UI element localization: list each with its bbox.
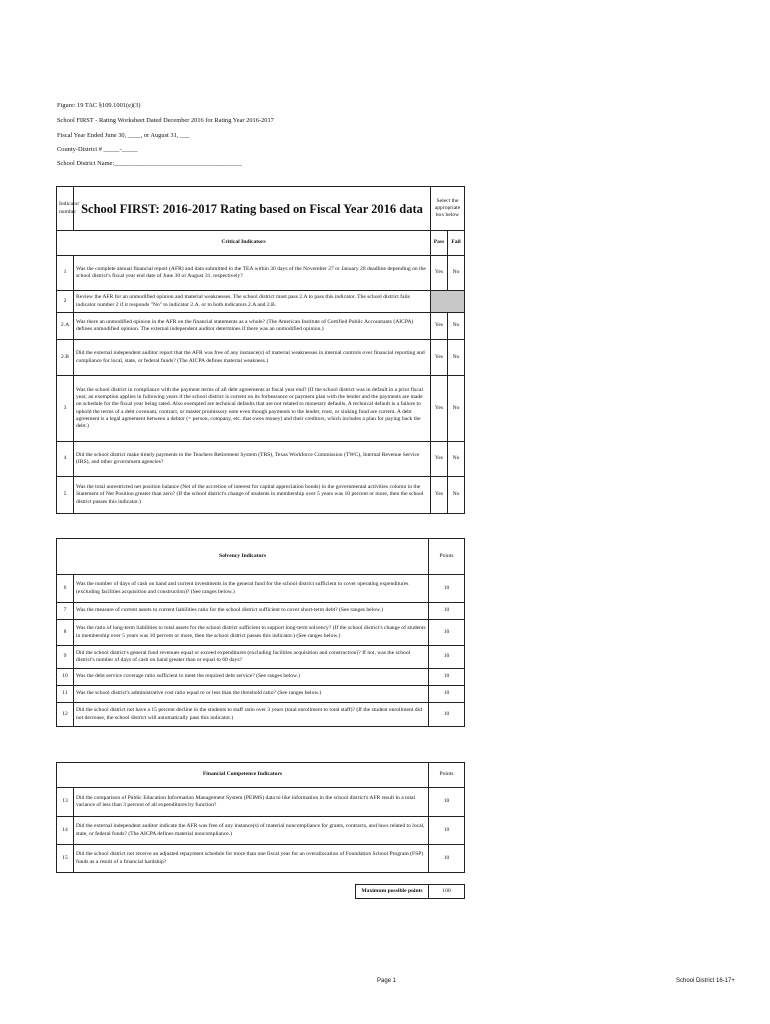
financial-indicator-row — [57, 788, 465, 817]
indicator-points[interactable]: 10 — [429, 817, 465, 845]
critical-indicator-row — [57, 442, 465, 477]
indicator-number: 14 — [57, 817, 74, 845]
solvency-indicator-row — [57, 620, 465, 646]
indicator-points[interactable]: 10 — [429, 646, 465, 669]
fail-header: Fail — [447, 231, 464, 256]
indicator-number: 9 — [57, 646, 74, 669]
figure-reference: Figure: 19 TAC §109.1001(e)(3) — [57, 102, 141, 109]
solvency-indicator-row — [57, 669, 465, 686]
fail-option[interactable]: No — [447, 340, 464, 376]
table-title-row — [57, 187, 465, 231]
financial-competence-table — [56, 762, 465, 873]
pass-header: Pass — [430, 231, 447, 256]
financial-points-header: Points — [429, 763, 465, 788]
pass-option[interactable]: Yes — [430, 376, 447, 442]
indicator-text: Was the school district's administrative cost ratio equal to or less than the threshold ratio? (See ranges below.) — [74, 686, 429, 703]
critical-section-row — [57, 231, 465, 256]
fail-option[interactable]: No — [447, 442, 464, 477]
indicator-number: 6 — [57, 575, 74, 603]
district-footer: School District 16-17+ — [676, 978, 735, 984]
financial-section-label: Financial Competence Indicators — [57, 763, 429, 788]
solvency-section-row — [57, 539, 465, 575]
indicator-text: Did the school district make timely payments to the Teachers Retirement System (TRS), Texas Workforce Commission (TWC), Internal Revenue Service (IRS), and other government agencies? — [74, 442, 431, 477]
indicator-text: Was the measure of current assets to current liabilities ratio for the school district sufficient to cover short-term debt? (See ranges below.) — [74, 603, 429, 620]
indicator-number: 8 — [57, 620, 74, 646]
solvency-indicator-row — [57, 603, 465, 620]
indicator-text: Did the comparison of Public Education Information Management System (PEIMS) data to like information in the school district's AFR result in a total variance of less than 3 percent of all expenditures by function? — [74, 788, 429, 817]
solvency-indicator-row — [57, 703, 465, 727]
indicator-text: Did the school district not receive an adjusted repayment schedule for more than one fiscal year for an overallocation of Foundation School Program (FSP) funds as a result of a financial hardship? — [74, 845, 429, 873]
indicator-points[interactable]: 10 — [429, 845, 465, 873]
fail-option[interactable]: No — [447, 376, 464, 442]
indicator-text: Did the school district's general fund revenues equal or exceed expenditures (excluding facilities acquisition and construction)? If not, was the school district's number of days of cash on hand greater than or equal to 60 days? — [74, 646, 429, 669]
solvency-indicators-table — [56, 538, 465, 727]
max-points-table — [355, 884, 465, 899]
critical-indicator-row — [57, 376, 465, 442]
worksheet-title: School FIRST - Rating Worksheet Dated December 2016 for Rating Year 2016-2017 — [57, 117, 274, 124]
max-points-value: 100 — [429, 885, 465, 899]
indicator-text: Was the debt service coverage ratio sufficient to meet the required debt service? (See ranges below.) — [74, 669, 429, 686]
indicator-number-header: Indicator number — [57, 187, 74, 231]
fiscal-year-line: Fiscal Year Ended June 30, ____, or August 31, ___ — [57, 132, 190, 139]
critical-indicators-table — [56, 186, 465, 514]
select-box-header: Select the appropriate box below — [430, 187, 464, 231]
critical-indicator-row — [57, 291, 465, 313]
indicator-text: Did the school district not have a 15 percent decline in the students to staff ratio over 3 years (total enrollment to total staff)? (If the student enrollment did not decrease, the school district will automatically pass this indicator.) — [74, 703, 429, 727]
solvency-points-header: Points — [429, 539, 465, 575]
pass-option[interactable]: Yes — [430, 256, 447, 291]
indicator-number: 7 — [57, 603, 74, 620]
indicator-text: Was the number of days of cash on hand and current investments in the general fund for the school district sufficient to cover operating expenditures (excluding facilities acquisition and construction)? (See ranges below.) — [74, 575, 429, 603]
indicator-number: 12 — [57, 703, 74, 727]
solvency-indicator-row — [57, 575, 465, 603]
indicator-text: Was the total unrestricted net position balance (Net of the accretion of interest for capital appreciation bonds) in the governmental activities column in the Statement of Net Position greater than zero? (If the school district's change of students in membership over 5 years was 10 percent or more, then the school district passes this indicator.) — [74, 477, 431, 514]
indicator-points[interactable]: 10 — [429, 788, 465, 817]
indicator-number: 1 — [57, 256, 74, 291]
indicator-points[interactable]: 10 — [429, 686, 465, 703]
indicator-text: Was the ratio of long-term liabilities to total assets for the school district sufficient to support long-term solvency? (If the school district's change of students in membership over 5 years was 10 percent or more, then the school district passes this indicator.) (See ranges below.) — [74, 620, 429, 646]
financial-indicator-row — [57, 817, 465, 845]
indicator-points[interactable]: 10 — [429, 603, 465, 620]
indicator-points[interactable]: 10 — [429, 620, 465, 646]
indicator-number: 15 — [57, 845, 74, 873]
critical-section-label: Critical Indicators — [57, 231, 431, 256]
critical-indicator-row — [57, 477, 465, 514]
indicator-points[interactable]: 10 — [429, 575, 465, 603]
not-applicable-cell — [430, 291, 464, 313]
indicator-number: 2.A — [57, 313, 74, 340]
indicator-number: 2 — [57, 291, 74, 313]
indicator-number: 11 — [57, 686, 74, 703]
indicator-text: Review the AFR for an unmodified opinion and material weaknesses. The school district must pass 2.A to pass this indicator. The school district fails indicator number 2 if it responds "No" to indicator 2.A. or to both indicators 2.A and 2.B. — [74, 291, 431, 313]
indicator-text: Did the external independent auditor indicate the AFR was free of any instance(s) of material noncompliance for grants, contracts, and laws related to local, state, or federal funds? (The AICPA defines material noncompliance.) — [74, 817, 429, 845]
solvency-indicator-row — [57, 646, 465, 669]
critical-indicator-row — [57, 340, 465, 376]
page-number: Page 1 — [377, 978, 397, 984]
indicator-number: 5 — [57, 477, 74, 514]
fail-option[interactable]: No — [447, 313, 464, 340]
max-points-label: Maximum possible points — [356, 885, 429, 899]
indicator-number: 13 — [57, 788, 74, 817]
indicator-points[interactable]: 10 — [429, 703, 465, 727]
solvency-indicator-row — [57, 686, 465, 703]
financial-indicator-row — [57, 845, 465, 873]
indicator-number: 3 — [57, 376, 74, 442]
indicator-points[interactable]: 10 — [429, 669, 465, 686]
critical-indicator-row — [57, 313, 465, 340]
fail-option[interactable]: No — [447, 256, 464, 291]
pass-option[interactable]: Yes — [430, 340, 447, 376]
indicator-text: Was the complete annual financial report (AFR) and data submitted to the TEA within 30 days of the November 27 or January 28 deadline depending on the school district's fiscal year end date of June 30 or August 31, respectively? — [74, 256, 431, 291]
county-district-line: County-District # _____-_____ — [57, 146, 138, 153]
rating-title: School FIRST: 2016-2017 Rating based on Fiscal Year 2016 data — [74, 187, 431, 231]
indicator-text: Was there an unmodified opinion in the AFR on the financial statements as a whole? (The American Institute of Certified Public Accountants (AICPA) defines unmodified opinion. The external independent auditor determines if there was an unmodified opinion.) — [74, 313, 431, 340]
indicator-text: Was the school district in compliance with the payment terms of all debt agreements at fiscal year end? (If the school district was in default in a prior fiscal year, an exemption applies in following years if the school district is current on its forbearance or payment plan with the lender and the payments are made on schedule for the fiscal year being rated. Also exempted are technical defaults that are not related to monetary defaults. A technical default is a failure to uphold the terms of a debt covenant, contract, or master promissory note even though payments to the lender, trust, or sinking fund are current. A debt agreement is a legal agreement between a debtor (= person, company, etc. that owes money) and their creditors, which includes a plan for paying back the debt.) — [74, 376, 431, 442]
indicator-number: 10 — [57, 669, 74, 686]
pass-option[interactable]: Yes — [430, 313, 447, 340]
solvency-section-label: Solvency Indicators — [57, 539, 429, 575]
fail-option[interactable]: No — [447, 477, 464, 514]
indicator-text: Did the external independent auditor report that the AFR was free of any instance(s) of material weaknesses in internal controls over financial reporting and compliance for local, state, or federal funds? (The AICPA defines material weakness.) — [74, 340, 431, 376]
indicator-number: 4 — [57, 442, 74, 477]
pass-option[interactable]: Yes — [430, 477, 447, 514]
school-district-line: School District Name:________________________________________ — [57, 160, 242, 167]
pass-option[interactable]: Yes — [430, 442, 447, 477]
financial-section-row — [57, 763, 465, 788]
critical-indicator-row — [57, 256, 465, 291]
indicator-number: 2.B — [57, 340, 74, 376]
